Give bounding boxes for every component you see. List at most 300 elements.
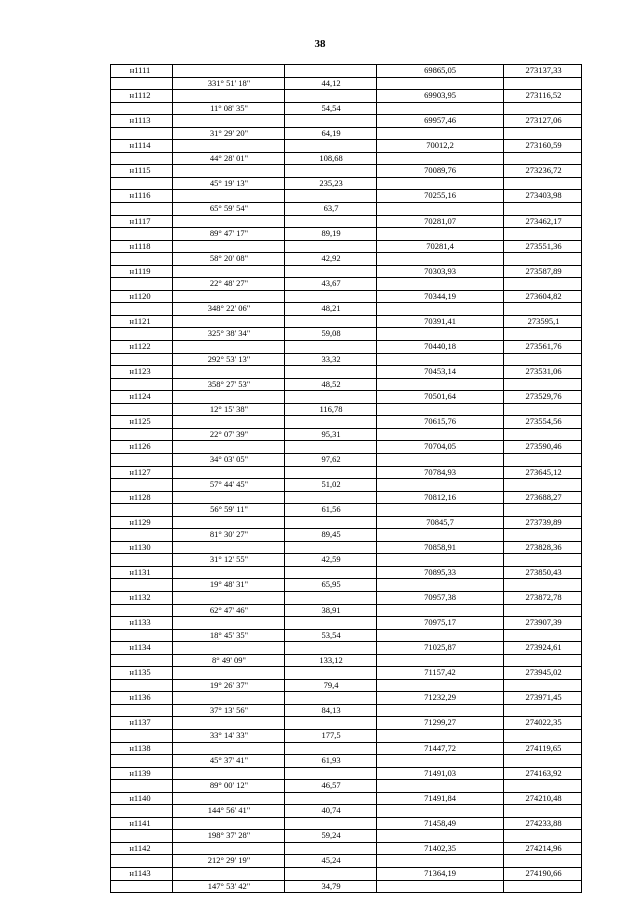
coordinate-y: 273236,72 (525, 165, 562, 176)
column-divider (376, 617, 377, 629)
table-row (110, 403, 582, 416)
table-row (110, 566, 582, 579)
point-id: н1137 (129, 717, 151, 728)
coordinate-x (378, 203, 502, 215)
column-divider (172, 517, 173, 529)
direction-angle: 292° 53' 13" (207, 353, 251, 364)
column-divider (376, 567, 377, 579)
column-divider (172, 90, 173, 102)
direction-angle (174, 768, 284, 780)
column-divider (503, 228, 504, 240)
column-divider (376, 128, 377, 140)
column-divider (284, 140, 285, 152)
table-row (110, 616, 582, 629)
column-divider (284, 153, 285, 165)
direction-angle: 37° 13' 56" (209, 704, 249, 715)
coordinate-y: 273590,46 (525, 441, 562, 452)
column-divider (284, 667, 285, 679)
column-divider (376, 165, 377, 177)
table-row (110, 302, 582, 315)
column-divider (503, 341, 504, 353)
segment-length: 34,79 (321, 880, 341, 891)
table-row (110, 767, 582, 780)
direction-angle: 331° 51' 18" (207, 77, 251, 88)
segment-length: 61,56 (321, 504, 341, 515)
coordinate-x (378, 379, 502, 391)
direction-angle (174, 115, 284, 127)
table-row (110, 742, 582, 755)
column-divider (172, 228, 173, 240)
direction-angle: 34° 03' 05" (209, 453, 249, 464)
coordinate-x (378, 855, 502, 867)
column-divider (172, 328, 173, 340)
coordinate-x: 70501,64 (424, 391, 456, 402)
direction-angle (174, 617, 284, 629)
table-row (110, 503, 582, 516)
segment-length: 40,74 (321, 805, 341, 816)
column-divider (172, 404, 173, 416)
table-row (110, 202, 582, 215)
column-divider (376, 605, 377, 617)
coordinate-x (378, 479, 502, 491)
column-divider (284, 203, 285, 215)
table-row (110, 114, 582, 127)
point-id: н1132 (129, 591, 151, 602)
segment-length: 108,68 (319, 152, 343, 163)
coordinate-y: 273828,36 (525, 541, 562, 552)
column-divider (503, 705, 504, 717)
direction-angle: 62° 47' 46" (209, 604, 249, 615)
coordinate-x (378, 805, 502, 817)
segment-length: 48,21 (321, 303, 341, 314)
table-row (110, 127, 582, 140)
coordinate-x (378, 303, 502, 315)
direction-angle: 45° 19' 13" (209, 177, 249, 188)
coordinate-x (378, 605, 502, 617)
column-divider (503, 391, 504, 403)
column-divider (172, 579, 173, 591)
segment-length (286, 441, 376, 453)
coordinate-y: 273688,27 (525, 491, 562, 502)
point-id: н1112 (129, 90, 151, 101)
column-divider (172, 115, 173, 127)
column-divider (376, 178, 377, 190)
column-divider (284, 404, 285, 416)
column-divider (284, 65, 285, 77)
point-id: н1116 (129, 190, 151, 201)
table-row (110, 102, 582, 115)
column-divider (172, 554, 173, 566)
column-divider (376, 743, 377, 755)
coordinate-x: 70704,05 (424, 441, 456, 452)
coordinate-y: 273529,76 (525, 391, 562, 402)
table-row (110, 654, 582, 667)
coordinate-x: 70255,16 (424, 190, 456, 201)
column-divider (503, 743, 504, 755)
point-id (110, 404, 170, 416)
column-divider (376, 881, 377, 893)
direction-angle (174, 843, 284, 855)
segment-length (286, 291, 376, 303)
coordinate-y (505, 881, 582, 893)
direction-angle: 33° 14' 33" (209, 729, 249, 740)
direction-angle: 18° 45' 35" (209, 629, 249, 640)
point-id: н1130 (129, 541, 151, 552)
direction-angle: 358° 27' 53" (207, 378, 251, 389)
column-divider (376, 868, 377, 880)
direction-angle (174, 341, 284, 353)
table-row (110, 842, 582, 855)
coordinate-x: 71299,27 (424, 717, 456, 728)
column-divider (376, 492, 377, 504)
direction-angle: 8° 49' 09" (212, 654, 246, 665)
direction-angle: 198° 37' 28" (207, 830, 251, 841)
column-divider (284, 341, 285, 353)
column-divider (376, 103, 377, 115)
coordinate-x (378, 579, 502, 591)
coordinate-x (378, 103, 502, 115)
coordinate-y: 273971,45 (525, 692, 562, 703)
coordinate-x: 70845,7 (426, 516, 454, 527)
table-row (110, 880, 582, 893)
table-row (110, 152, 582, 165)
column-divider (284, 178, 285, 190)
table-row (110, 516, 582, 529)
point-id (110, 328, 170, 340)
point-id (110, 454, 170, 466)
column-divider (376, 253, 377, 265)
column-divider (503, 266, 504, 278)
column-divider (503, 316, 504, 328)
point-id: н1111 (129, 65, 151, 75)
column-divider (376, 504, 377, 516)
column-divider (284, 617, 285, 629)
column-divider (172, 103, 173, 115)
column-divider (503, 881, 504, 893)
column-divider (376, 391, 377, 403)
point-id (110, 228, 170, 240)
column-divider (284, 90, 285, 102)
segment-length: 133,12 (319, 654, 343, 665)
column-divider (284, 843, 285, 855)
column-divider (376, 818, 377, 830)
table-row (110, 240, 582, 253)
column-divider (503, 278, 504, 290)
coordinate-x: 71157,42 (424, 667, 456, 678)
column-divider (376, 843, 377, 855)
coordinate-y (505, 579, 582, 591)
column-divider (376, 730, 377, 742)
column-divider (172, 881, 173, 893)
column-divider (172, 441, 173, 453)
table-row (110, 491, 582, 504)
point-id (110, 805, 170, 817)
table-row (110, 704, 582, 717)
column-divider (284, 504, 285, 516)
column-divider (376, 830, 377, 842)
table-row (110, 754, 582, 767)
column-divider (503, 153, 504, 165)
point-id: н1140 (129, 792, 151, 803)
point-id (110, 278, 170, 290)
point-id: н1143 (129, 868, 151, 878)
direction-angle (174, 366, 284, 378)
table-row (110, 139, 582, 152)
column-divider (172, 316, 173, 328)
point-id (110, 705, 170, 717)
coordinate-y (505, 379, 582, 391)
segment-length (286, 216, 376, 228)
column-divider (284, 730, 285, 742)
column-divider (172, 855, 173, 867)
column-divider (284, 241, 285, 253)
point-id (110, 630, 170, 642)
column-divider (503, 855, 504, 867)
coordinate-x (378, 278, 502, 290)
direction-angle: 325° 38' 34" (207, 328, 251, 339)
direction-angle (174, 391, 284, 403)
coordinate-y: 273554,56 (525, 416, 562, 427)
direction-angle (174, 517, 284, 529)
column-divider (284, 830, 285, 842)
direction-angle (174, 567, 284, 579)
column-divider (376, 115, 377, 127)
segment-length (286, 717, 376, 729)
direction-angle (174, 291, 284, 303)
point-id: н1113 (129, 115, 151, 126)
column-divider (503, 303, 504, 315)
column-divider (503, 78, 504, 90)
column-divider (172, 529, 173, 541)
column-divider (172, 479, 173, 491)
coordinate-x: 70344,19 (424, 290, 456, 301)
coordinate-y: 273137,33 (525, 65, 562, 75)
segment-length: 95,31 (321, 428, 341, 439)
column-divider (503, 830, 504, 842)
coordinate-x: 70303,93 (424, 265, 456, 276)
segment-length (286, 190, 376, 202)
column-divider (503, 680, 504, 692)
page-number: 38 (314, 38, 326, 50)
point-id: н1134 (129, 642, 151, 653)
column-divider (503, 655, 504, 667)
coordinate-x: 70281,4 (426, 240, 454, 251)
column-divider (503, 454, 504, 466)
column-divider (376, 303, 377, 315)
column-divider (172, 190, 173, 202)
direction-angle: 11° 08' 35" (210, 102, 248, 113)
segment-length (286, 115, 376, 127)
segment-length (286, 567, 376, 579)
coordinate-y (505, 780, 582, 792)
column-divider (503, 253, 504, 265)
coordinate-x (378, 504, 502, 516)
column-divider (172, 216, 173, 228)
direction-angle: 348° 22' 06" (207, 303, 251, 314)
column-divider (376, 278, 377, 290)
column-divider (376, 768, 377, 780)
coordinate-x (378, 454, 502, 466)
point-id (110, 178, 170, 190)
column-divider (376, 479, 377, 491)
table-row (110, 679, 582, 692)
point-id (110, 830, 170, 842)
column-divider (376, 755, 377, 767)
table-row (110, 77, 582, 90)
column-divider (284, 291, 285, 303)
column-divider (284, 818, 285, 830)
column-divider (503, 354, 504, 366)
table-row (110, 353, 582, 366)
segment-length (286, 818, 376, 830)
column-divider (172, 366, 173, 378)
table-row (110, 89, 582, 102)
point-id: н1122 (129, 341, 151, 352)
column-divider (503, 441, 504, 453)
coordinate-x: 71402,35 (424, 842, 456, 853)
column-divider (284, 517, 285, 529)
segment-length: 177,5 (321, 729, 341, 740)
coordinate-y: 273561,76 (525, 341, 562, 352)
table-row (110, 829, 582, 842)
segment-length: 38,91 (321, 604, 341, 615)
coordinates-table (110, 64, 582, 893)
coordinate-x: 71491,03 (424, 767, 456, 778)
coordinate-y (505, 680, 582, 692)
point-id: н1141 (129, 817, 151, 828)
table-row (110, 252, 582, 265)
column-divider (503, 818, 504, 830)
point-id: н1131 (129, 566, 151, 577)
column-divider (503, 517, 504, 529)
segment-length (286, 517, 376, 529)
column-divider (376, 241, 377, 253)
point-id (110, 78, 170, 90)
segment-length (286, 391, 376, 403)
coordinate-x (378, 655, 502, 667)
direction-angle (174, 717, 284, 729)
coordinate-x (378, 680, 502, 692)
segment-length (286, 65, 376, 77)
point-id: н1138 (129, 742, 151, 753)
direction-angle: 19° 48' 31" (209, 579, 249, 590)
segment-length: 116,78 (319, 403, 343, 414)
column-divider (376, 404, 377, 416)
column-divider (172, 454, 173, 466)
column-divider (172, 830, 173, 842)
coordinate-x (378, 705, 502, 717)
column-divider (284, 567, 285, 579)
direction-angle: 22° 48' 27" (209, 278, 249, 289)
coordinate-y: 274022,35 (525, 717, 562, 728)
column-divider (172, 705, 173, 717)
coordinate-y (505, 153, 582, 165)
coordinate-x (378, 830, 502, 842)
coordinate-y: 273160,59 (525, 140, 562, 151)
coordinate-x: 71458,49 (424, 817, 456, 828)
column-divider (503, 780, 504, 792)
coordinate-x (378, 780, 502, 792)
column-divider (284, 743, 285, 755)
column-divider (503, 554, 504, 566)
column-divider (503, 178, 504, 190)
direction-angle: 147° 53' 42" (207, 880, 251, 891)
column-divider (284, 454, 285, 466)
column-divider (503, 868, 504, 880)
segment-length: 84,13 (321, 704, 341, 715)
column-divider (284, 165, 285, 177)
segment-length (286, 140, 376, 152)
column-divider (284, 128, 285, 140)
point-id (110, 103, 170, 115)
segment-length: 59,24 (321, 830, 341, 841)
column-divider (503, 542, 504, 554)
column-divider (172, 617, 173, 629)
column-divider (284, 391, 285, 403)
table-row (110, 629, 582, 642)
column-divider (172, 755, 173, 767)
coordinate-x: 70784,93 (424, 466, 456, 477)
coordinate-x: 70440,18 (424, 341, 456, 352)
coordinate-y: 274190,66 (525, 868, 562, 878)
column-divider (284, 692, 285, 704)
column-divider (503, 379, 504, 391)
column-divider (376, 441, 377, 453)
column-divider (172, 65, 173, 77)
column-divider (503, 140, 504, 152)
column-divider (376, 203, 377, 215)
column-divider (376, 65, 377, 77)
coordinate-y: 273551,36 (525, 240, 562, 251)
segment-length: 44,12 (321, 77, 341, 88)
column-divider (376, 90, 377, 102)
column-divider (172, 253, 173, 265)
segment-length: 79,4 (323, 679, 339, 690)
direction-angle: 31° 12' 55" (209, 554, 249, 565)
column-divider (503, 567, 504, 579)
table-row (110, 415, 582, 428)
column-divider (284, 103, 285, 115)
coordinate-x: 71025,87 (424, 642, 456, 653)
coordinate-y (505, 830, 582, 842)
column-divider (172, 605, 173, 617)
point-id (110, 755, 170, 767)
column-divider (503, 128, 504, 140)
segment-length: 42,92 (321, 253, 341, 264)
column-divider (503, 592, 504, 604)
direction-angle: 144° 56' 41" (207, 805, 251, 816)
point-id (110, 429, 170, 441)
column-divider (376, 630, 377, 642)
column-divider (284, 642, 285, 654)
column-divider (172, 467, 173, 479)
coordinate-y: 273645,12 (525, 466, 562, 477)
direction-angle: 56° 59' 11" (210, 504, 248, 515)
coordinate-y: 273403,98 (525, 190, 562, 201)
column-divider (376, 467, 377, 479)
point-id (110, 881, 170, 893)
table-row (110, 340, 582, 353)
coordinate-y (505, 730, 582, 742)
direction-angle: 57° 44' 45" (209, 479, 249, 490)
column-divider (172, 843, 173, 855)
column-divider (376, 680, 377, 692)
point-id (110, 128, 170, 140)
segment-length: 89,19 (321, 228, 341, 239)
point-id (110, 780, 170, 792)
direction-angle (174, 868, 284, 880)
coordinate-y (505, 705, 582, 717)
